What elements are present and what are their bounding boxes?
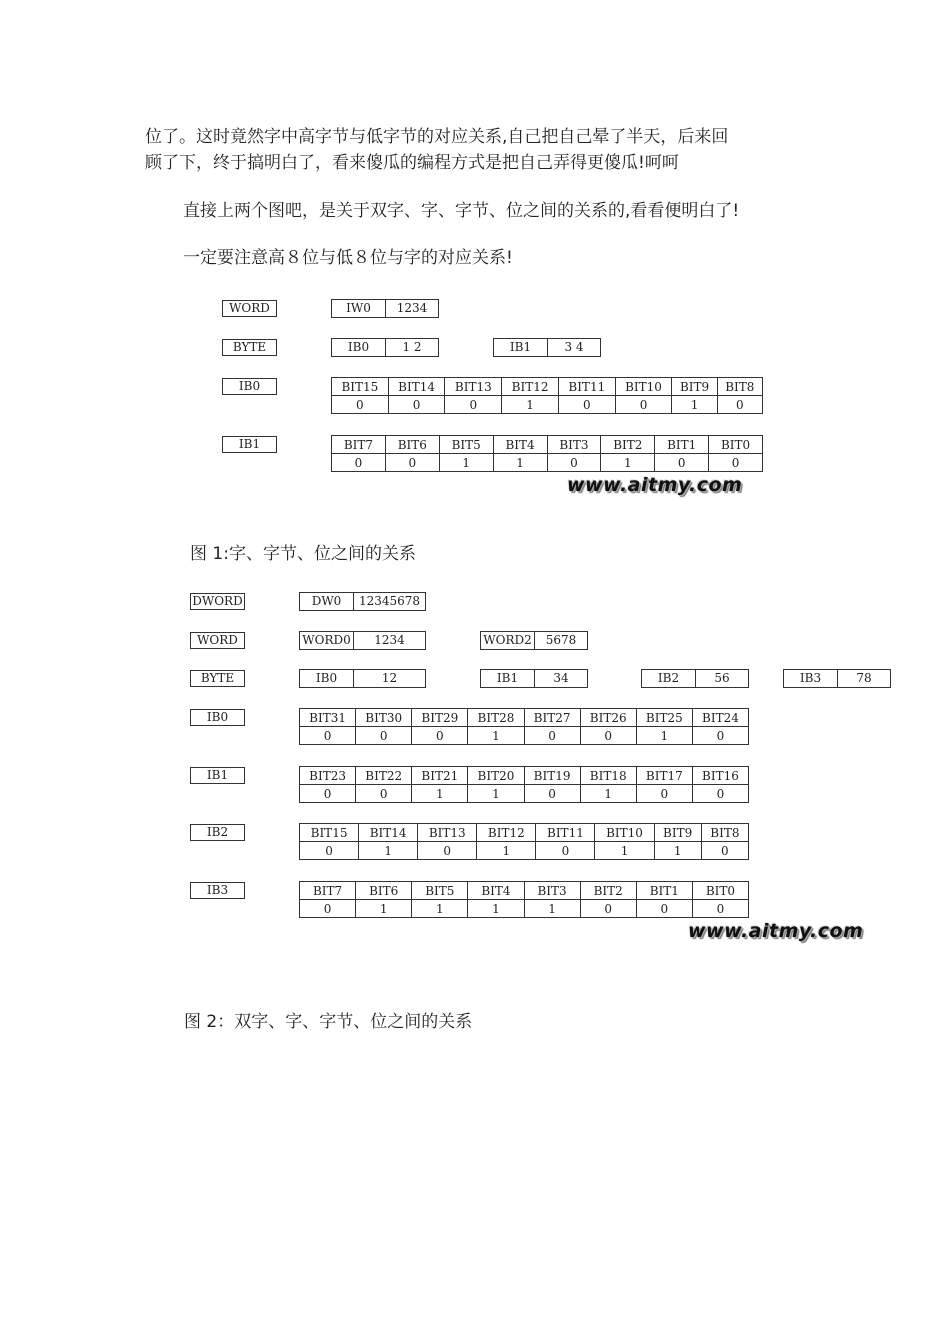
bit-header: BIT26: [580, 709, 636, 727]
bit-value: 1: [468, 900, 524, 918]
byte-value: 3 4: [548, 338, 601, 357]
bit-value: 1: [439, 454, 493, 472]
bit-value: 0: [717, 396, 762, 414]
word-word0-box: [299, 631, 426, 650]
byte-value: 12: [354, 669, 426, 688]
bit-header: BIT17: [636, 767, 692, 785]
bit-value: 1: [356, 900, 412, 918]
bit-header: BIT13: [445, 378, 502, 396]
watermark: www.aitmy.com: [688, 920, 864, 942]
figure-1-caption: 图 1:字、字节、位之间的关系: [190, 544, 416, 564]
bit-header: BIT0: [709, 436, 763, 454]
byte-ib0-box: [331, 338, 439, 357]
bit-header: BIT25: [636, 709, 692, 727]
dword-dw0-box: [299, 592, 426, 611]
bit-header: BIT5: [412, 882, 468, 900]
bit-header: BIT27: [524, 709, 580, 727]
byte-ib2-box: [641, 669, 749, 688]
label-word: WORD: [222, 300, 277, 317]
bit-value: 1: [601, 454, 655, 472]
label-byte: BYTE: [222, 339, 277, 356]
byte-name: IB2: [641, 669, 696, 688]
label-word: WORD: [190, 632, 245, 649]
bit-header-row: [300, 709, 749, 727]
bit-value: 0: [300, 842, 359, 860]
bit-value-row: [332, 396, 763, 414]
bit-header: BIT15: [300, 824, 359, 842]
bit-value-row: [300, 842, 749, 860]
word-name: WORD2: [480, 631, 535, 650]
word-value: 5678: [535, 631, 588, 650]
word-word2-box: [480, 631, 588, 650]
bit-value: 0: [615, 396, 672, 414]
bit-value: 0: [418, 842, 477, 860]
bit-value: 0: [388, 396, 445, 414]
bit-value: 0: [655, 454, 709, 472]
bit-value: 0: [524, 785, 580, 803]
bit-value: 0: [692, 900, 748, 918]
bit-value: 1: [595, 842, 654, 860]
byte-name: IB0: [331, 338, 386, 357]
bit-header: BIT1: [655, 436, 709, 454]
bit-header: BIT4: [493, 436, 547, 454]
bit-table-ib0: [331, 377, 763, 414]
bit-header: BIT0: [692, 882, 748, 900]
bit-header: BIT16: [692, 767, 748, 785]
bit-header: BIT29: [412, 709, 468, 727]
bit-value: 0: [547, 454, 601, 472]
bit-header: BIT11: [536, 824, 595, 842]
bit-header: BIT2: [580, 882, 636, 900]
bit-value: 1: [412, 785, 468, 803]
bit-header: BIT7: [332, 436, 386, 454]
byte-value: 56: [696, 669, 749, 688]
bit-value-row: [300, 727, 749, 745]
bit-header: BIT9: [672, 378, 717, 396]
bit-header-row: [300, 767, 749, 785]
bit-header: BIT11: [558, 378, 615, 396]
label-byte: BYTE: [190, 670, 245, 687]
bit-header: BIT10: [595, 824, 654, 842]
bit-value: 1: [477, 842, 536, 860]
byte-name: IB1: [493, 338, 548, 357]
bit-header-row: [332, 436, 763, 454]
byte-name: IB3: [783, 669, 838, 688]
bit-header: BIT14: [359, 824, 418, 842]
bit-table-ib3: [299, 881, 749, 918]
bit-value: 0: [300, 900, 356, 918]
label-ib0: IB0: [190, 709, 245, 726]
byte-value: 34: [535, 669, 588, 688]
bit-value: 1: [580, 785, 636, 803]
bit-header-row: [300, 824, 749, 842]
byte-ib0-box: [299, 669, 426, 688]
bit-header: BIT12: [502, 378, 559, 396]
bit-header: BIT6: [385, 436, 439, 454]
bit-header: BIT30: [356, 709, 412, 727]
bit-header: BIT2: [601, 436, 655, 454]
bit-header: BIT6: [356, 882, 412, 900]
bit-value: 0: [636, 785, 692, 803]
label-ib1: IB1: [190, 767, 245, 784]
bit-value: 1: [468, 727, 524, 745]
bit-header: BIT7: [300, 882, 356, 900]
bit-value: 1: [468, 785, 524, 803]
paragraph-line-1: 位了。这时竟然字中高字节与低字节的对应关系,自己把自己晕了半天，后来回: [145, 127, 729, 147]
bit-header: BIT28: [468, 709, 524, 727]
bit-header: BIT31: [300, 709, 356, 727]
paragraph-line-2: 顾了下，终于搞明白了，看来傻瓜的编程方式是把自己弄得更傻瓜!呵呵: [145, 153, 679, 173]
word-value: 1234: [386, 299, 439, 318]
label-ib0: IB0: [222, 378, 277, 395]
bit-header: BIT3: [524, 882, 580, 900]
bit-value: 0: [536, 842, 595, 860]
bit-header: BIT12: [477, 824, 536, 842]
bit-value: 1: [654, 842, 701, 860]
bit-header: BIT21: [412, 767, 468, 785]
bit-header: BIT24: [692, 709, 748, 727]
figure-2-caption: 图 2：双字、字、字节、位之间的关系: [184, 1012, 473, 1032]
label-ib1: IB1: [222, 436, 277, 453]
bit-header: BIT8: [717, 378, 762, 396]
bit-value: 0: [558, 396, 615, 414]
bit-table-ib2: [299, 823, 749, 860]
bit-value: 0: [332, 396, 389, 414]
bit-value: 0: [636, 900, 692, 918]
dword-value: 12345678: [354, 592, 426, 611]
bit-value: 0: [385, 454, 439, 472]
bit-header: BIT8: [701, 824, 748, 842]
bit-value: 0: [300, 785, 356, 803]
bit-value: 0: [300, 727, 356, 745]
bit-value-row: [300, 900, 749, 918]
bit-value: 0: [692, 785, 748, 803]
label-ib3: IB3: [190, 882, 245, 899]
bit-value: 0: [580, 900, 636, 918]
bit-header-row: [332, 378, 763, 396]
bit-value: 1: [524, 900, 580, 918]
byte-ib3-box: [783, 669, 891, 688]
byte-name: IB1: [480, 669, 535, 688]
bit-value: 1: [672, 396, 717, 414]
bit-header: BIT19: [524, 767, 580, 785]
bit-value: 0: [580, 727, 636, 745]
word-name: IW0: [331, 299, 386, 318]
paragraph-intro-figures: 直接上两个图吧，是关于双字、字、字节、位之间的关系的,看看便明白了!: [183, 201, 740, 221]
bit-value: 1: [493, 454, 547, 472]
bit-value: 0: [356, 727, 412, 745]
byte-ib1-box: [480, 669, 588, 688]
label-dword: DWORD: [190, 593, 245, 610]
bit-value: 0: [412, 727, 468, 745]
bit-header: BIT18: [580, 767, 636, 785]
bit-header: BIT22: [356, 767, 412, 785]
bit-header: BIT10: [615, 378, 672, 396]
bit-header: BIT3: [547, 436, 601, 454]
bit-value: 0: [709, 454, 763, 472]
bit-header: BIT14: [388, 378, 445, 396]
bit-table-ib1: [299, 766, 749, 803]
bit-header: BIT9: [654, 824, 701, 842]
bit-header: BIT23: [300, 767, 356, 785]
bit-header: BIT1: [636, 882, 692, 900]
byte-value: 1 2: [386, 338, 439, 357]
label-ib2: IB2: [190, 824, 245, 841]
byte-name: IB0: [299, 669, 354, 688]
word-name: WORD0: [299, 631, 354, 650]
bit-header: BIT20: [468, 767, 524, 785]
bit-header: BIT4: [468, 882, 524, 900]
bit-table-ib1: [331, 435, 763, 472]
bit-value: 0: [524, 727, 580, 745]
bit-table-ib0: [299, 708, 749, 745]
bit-value: 1: [359, 842, 418, 860]
bit-value-row: [300, 785, 749, 803]
word-iw0-box: [331, 299, 439, 318]
bit-header: BIT13: [418, 824, 477, 842]
dword-name: DW0: [299, 592, 354, 611]
paragraph-note: 一定要注意高８位与低８位与字的对应关系!: [183, 248, 513, 268]
bit-value: 0: [692, 727, 748, 745]
bit-value: 0: [332, 454, 386, 472]
bit-value: 1: [502, 396, 559, 414]
byte-ib1-box: [493, 338, 601, 357]
bit-value: 0: [701, 842, 748, 860]
bit-header-row: [300, 882, 749, 900]
bit-header: BIT15: [332, 378, 389, 396]
bit-header: BIT5: [439, 436, 493, 454]
watermark: www.aitmy.com: [567, 474, 743, 496]
bit-value: 1: [412, 900, 468, 918]
bit-value: 0: [445, 396, 502, 414]
word-value: 1234: [354, 631, 426, 650]
bit-value: 0: [356, 785, 412, 803]
bit-value-row: [332, 454, 763, 472]
bit-value: 1: [636, 727, 692, 745]
byte-value: 78: [838, 669, 891, 688]
